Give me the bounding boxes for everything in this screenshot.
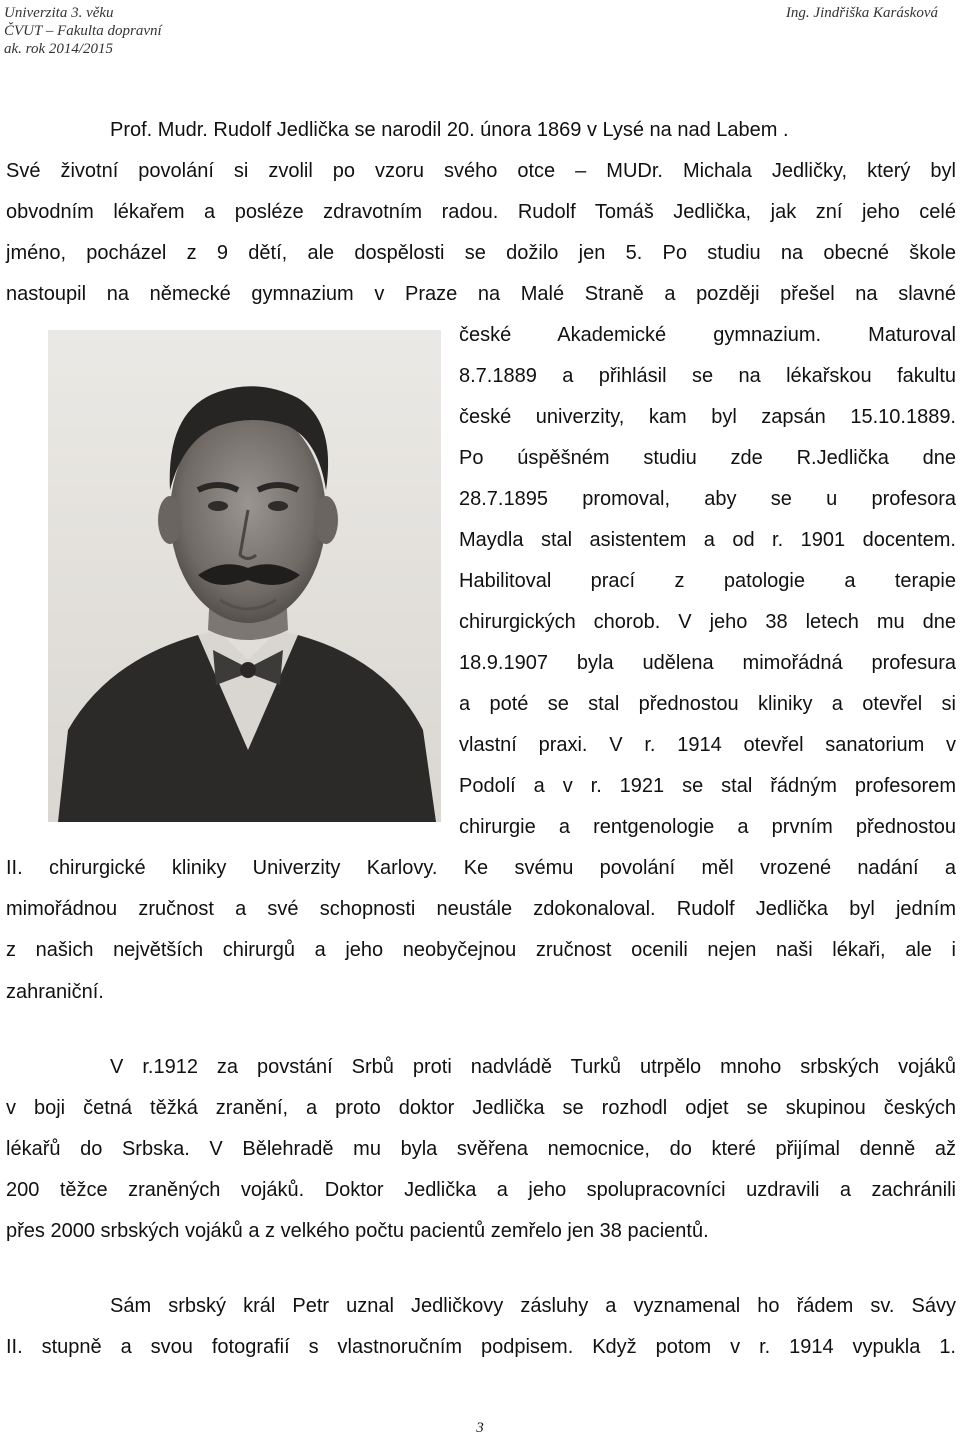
p1-tail-line-2: mimořádnou zručnost a své schopnosti neustále zdokonaloval. Rudolf Jedlička byl jedním [6,898,956,920]
p1-tail-line-3: z našich největších chirurgů a jeho neobyčejnou zručnost ocenili nejen naši lékaři, ale i [6,939,956,961]
header-year: ak. rok 2014/2015 [4,41,114,57]
header-author: Ing. Jindřiška Karásková [785,5,938,21]
p2-line-3: lékařů do Srbska. V Bělehradě mu byla svěřena nemocnice, do které přijímal denně až [6,1138,956,1160]
p1-right-line-10: a poté se stal přednostou kliniky a otevřel si [459,693,956,715]
p1-line-2: Své životní povolání si zvolil po vzoru svého otce – MUDr. Michala Jedličky, který byl [6,160,956,182]
p3-line-2: II. stupně a svou fotografií s vlastnoručním podpisem. Když potom v r. 1914 vypukla 1. [6,1336,956,1358]
p2-line-1: V r.1912 za povstání Srbů proti nadvládě Turků utrpělo mnoho srbských vojáků [110,1056,956,1078]
page-number: 3 [476,1420,484,1436]
header-university: Univerzita 3. věku [4,5,114,21]
p2-line-4: 200 těžce zraněných vojáků. Doktor Jedlička a jeho spolupracovníci uzdravili a zachránili [6,1179,956,1201]
header-left [4,4,162,58]
p1-line-3: obvodním lékařem a posléze zdravotním radou. Rudolf Tomáš Jedlička, jak zní jeho celé [6,201,956,223]
header-faculty: ČVUT – Fakulta dopravní [4,23,162,39]
p1-right-line-3: české univerzity, kam byl zapsán 15.10.1889. [459,406,956,428]
p1-right-line-1: české Akademické gymnazium. Maturoval [459,324,956,346]
p1-right-line-8: chirurgických chorob. V jeho 38 letech mu dne [459,611,956,633]
p2-line-5: přes 2000 srbských vojáků a z velkého počtu pacientů zemřelo jen 38 pacientů. [6,1220,709,1242]
p1-right-line-11: vlastní praxi. V r. 1914 otevřel sanatorium v [459,734,956,756]
p2-line-2: v boji četná těžká zranění, a proto doktor Jedlička se rozhodl odjet se skupinou českých [6,1097,956,1119]
p1-line-5: nastoupil na německé gymnazium v Praze na Malé Straně a později přešel na slavné [6,283,956,305]
p1-right-line-13: chirurgie a rentgenologie a prvním přednostou [459,816,956,838]
portrait-photo [48,330,441,822]
p1-tail-line-4: zahraniční. [6,981,104,1003]
p1-line-4: jméno, pocházel z 9 dětí, ale dospělosti se dožilo jen 5. Po studiu na obecné škole [6,242,956,264]
portrait-illustration [48,330,441,822]
p1-tail-line-1: II. chirurgické kliniky Univerzity Karlovy. Ke svému povolání měl vrozené nadání a [6,857,956,879]
p1-line-1: Prof. Mudr. Rudolf Jedlička se narodil 20. února 1869 v Lysé na nad Labem . [110,119,789,141]
p1-right-line-4: Po úspěšném studiu zde R.Jedlička dne [459,447,956,469]
p3-line-1: Sám srbský král Petr uznal Jedličkovy zásluhy a vyznamenal ho řádem sv. Sávy [110,1295,956,1317]
p1-right-line-12: Podolí a v r. 1921 se stal řádným profesorem [459,775,956,797]
p1-right-line-2: 8.7.1889 a přihlásil se na lékařskou fakultu [459,365,956,387]
p1-right-line-5: 28.7.1895 promoval, aby se u profesora [459,488,956,510]
p1-right-line-7: Habilitoval prací z patologie a terapie [459,570,956,592]
p1-right-line-9: 18.9.1907 byla udělena mimořádná profesura [459,652,956,674]
p1-right-line-6: Maydla stal asistentem a od r. 1901 docentem. [459,529,956,551]
